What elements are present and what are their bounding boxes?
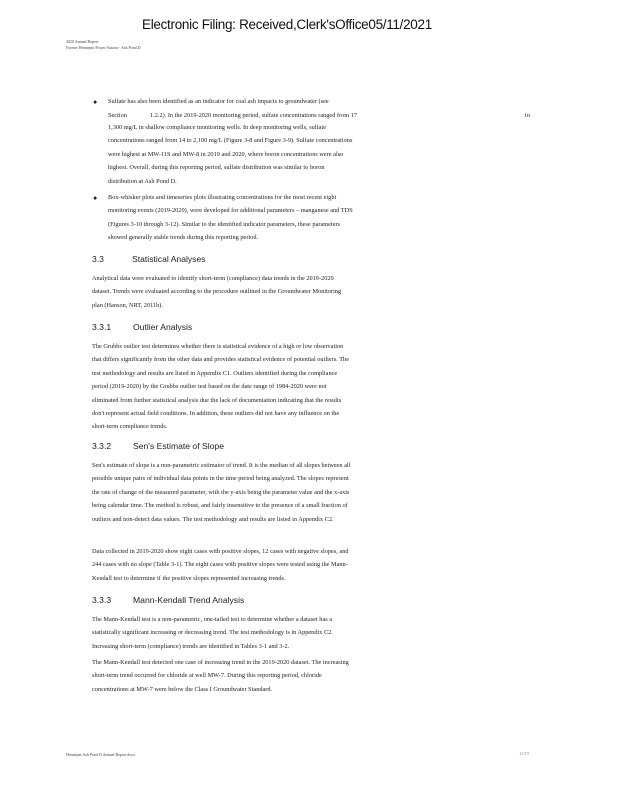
electronic-filing-stamp: Electronic Filing: Received,Clerk'sOffice05/11/2021 — [142, 17, 432, 32]
section-heading-3-3-1 — [92, 322, 192, 332]
section-heading-3-3-3 — [92, 595, 244, 605]
paragraph-slope-results: Data collected in 2019-2020 show eight cases with positive slopes, 12 cases with negative slopes, and 244 cases with no slope (Table 3-1). The eight cases with positive slopes were tested using the Mann-Kendall test to determine if the positive slopes represented increasing trends. — [92, 548, 349, 582]
bullet-marker: ● — [93, 98, 98, 106]
paragraph-mann-kendall-results: The Mann-Kendall test detected one case of increasing trend in the 2019-2020 dataset. The increasing short-term trend occurred for chloride at well MW-7. During this reporting period, chloride concentrations at MW-7 were below the Class I Groundwater Standard. — [92, 659, 349, 693]
section-title: Statistical Analyses — [132, 254, 206, 264]
running-header-title: 2020 Annual Report — [66, 39, 99, 44]
paragraph-statistical-analyses: Analytical data were evaluated to identify short-term (compliance) data trends in the 2019-2020 dataset. Trends were evaluated according to the procedure outlined in the Groundwater Monitoring plan (Hanson, NRT, 2011b). — [92, 275, 342, 309]
bullet-2-text: Box-whisker plots and timeseries plots illustrating concentrations for the most recent eight monitoring events (2019-2020), were developed for additional parameters – manganese and TDS (Figures 3-10 through 3-12). Similar to the identified indicator parameters, these parameters showed generally stable trends during this reporting period. — [108, 194, 353, 242]
section-number: 3.3.3 — [92, 595, 112, 605]
bullet-1-line1: Sulfate has also been identified as an indicator for coal ash impacts to groundwater (see — [108, 98, 329, 105]
paragraph-sens-slope: Sen's estimate of slope is a non-parametric estimator of trend. It is the median of all slopes between all possible unique pairs of individual data points in the time period being analyzed. The slopes represent the rate of change of the measured parameter, with the y-axis being the parameter value and the x-axis being calendar time. The method is robust, and fairly insensitive to the presence of a small fraction of outliers and non-detect data values. The test methodology and results are listed in Appendix C2. — [92, 462, 351, 523]
section-number: 3.3.2 — [92, 441, 112, 451]
bullet-1-line2-to: to — [525, 112, 530, 119]
bullet-marker: ● — [93, 194, 98, 202]
bullet-1-line2: 1.2.2). In the 2019-2020 monitoring period, sulfate concentrations ranged from 17 — [150, 112, 358, 119]
section-heading-3-3-2 — [92, 441, 224, 451]
footer-filename: Hennepin Ash Pond D Annual Report.docx — [66, 752, 136, 757]
running-header-subtitle: Former Hennepin Power Station - Ash Pond D — [66, 45, 141, 50]
bullet-1-rest: 1,300 mg/L in shallow compliance monitoring wells. In deep monitoring wells, sulfate concentrations ranged from 14 to 2,100 mg/L (Figure 3-8 and Figure 3-9). Sulfate concentrations were highest at MW-11S and MW-8 in 2019 and 2020, where boron concentrations were also highest. Overall, during this reporting period, sulfate distribution was similar to boron distribution at Ash Pond D. — [108, 124, 353, 185]
section-heading-3-3 — [92, 254, 206, 264]
section-number: 3.3.1 — [92, 322, 112, 332]
section-title: Outlier Analysis — [133, 322, 193, 332]
bullet-1-section-word: Section — [108, 112, 127, 119]
paragraph-outlier-analysis: The Grubbs outlier test determines whether there is statistical evidence of a high or low observation that differs significantly from the other data and provides statistical evidence of potential outliers. The test methodology and results are listed in Appendix C1. Outliers identified during the compliance period (2019-2020) by the Grubbs outlier test based on the date range of 1984-2020 were not eliminated from further statistical analysis due the lack of documentation indicating that the results don't represent actual field conditions. In addition, these outliers did not have any influence on the short-term compliance trends. — [92, 343, 349, 431]
section-title: Mann-Kendall Trend Analysis — [133, 595, 245, 605]
page-number: 11/15 — [519, 751, 530, 756]
paragraph-mann-kendall-method: The Mann-Kendall test is a non-parametric, one-tailed test to determine whether a dataset has a statistically significant increasing or decreasing trend. The test methodology is in Appendix C2. Increasing short-term (compliance) trends are identified in Tables 3-1 and 3-2. — [92, 616, 333, 650]
section-title: Sen's Estimate of Slope — [133, 441, 224, 451]
section-number: 3.3 — [92, 254, 104, 264]
